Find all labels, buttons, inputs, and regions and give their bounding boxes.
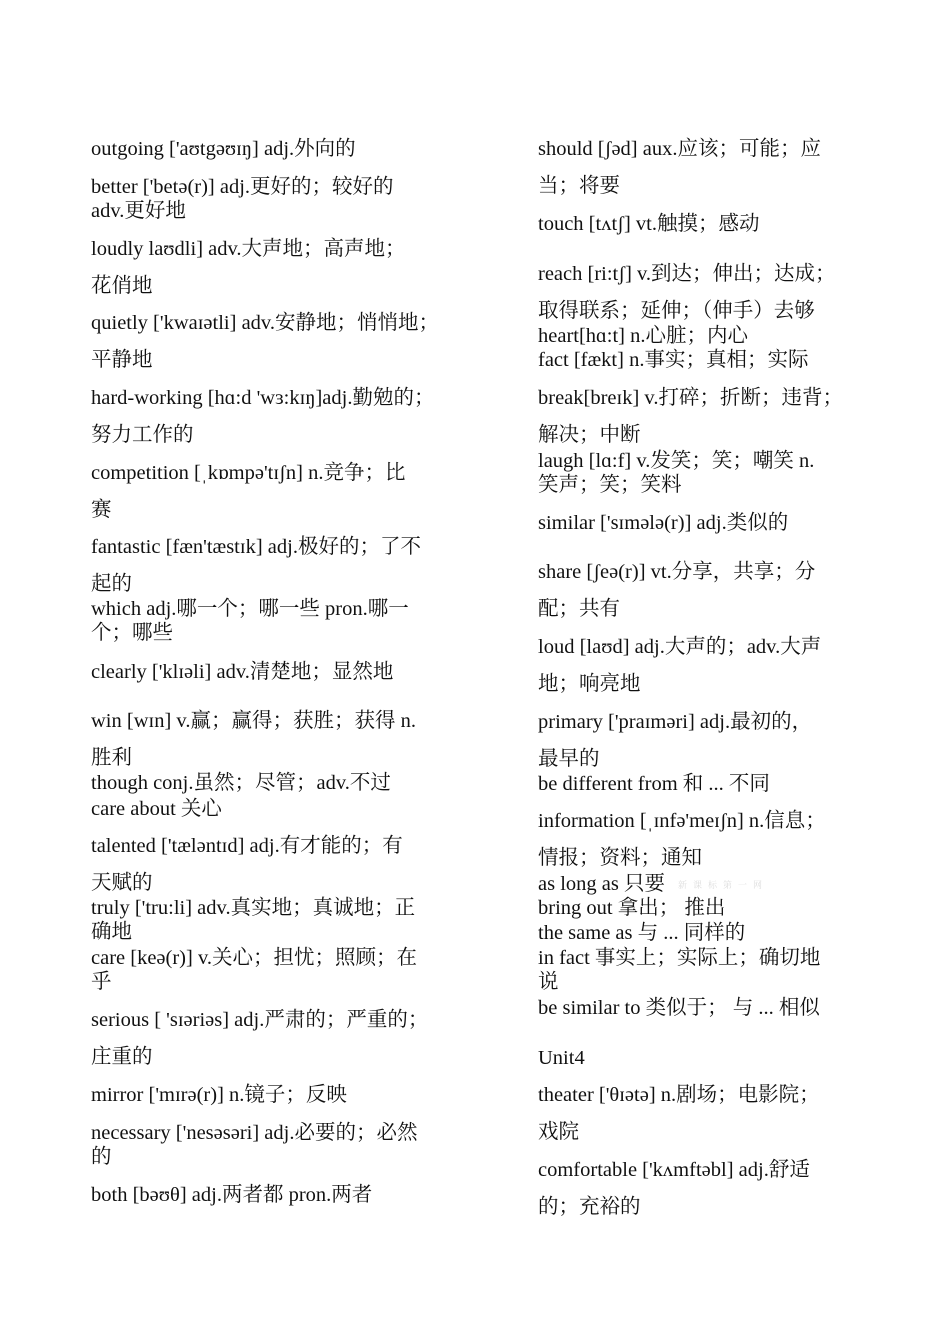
vocab-entry: fantastic [fæn'tæstɪk] adj.极好的；了不 起的 bbox=[91, 536, 421, 595]
vocab-entry: loud [laʊd] adj.大声的；adv.大声 地；响亮地 bbox=[538, 636, 822, 695]
watermark: 新课标第一网 bbox=[678, 881, 769, 891]
vocab-entry: share [ʃeə(r)] vt.分享，共享；分 配；共有 bbox=[538, 561, 816, 620]
vocab-entry: care about 关心 bbox=[91, 798, 222, 820]
vocab-entry: be similar to 类似于； 与 ... 相似 bbox=[538, 997, 820, 1019]
vocab-entry: which adj.哪一个；哪一些 pron.哪一 个；哪些 bbox=[91, 598, 409, 644]
vocab-entry: bring out 拿出； 推出 bbox=[538, 897, 726, 919]
vocab-entry: be different from 和 ... 不同 bbox=[538, 773, 770, 795]
vocab-entry: hard-working [hɑ:d 'wɜ:kɪŋ]adj.勤勉的； 努力工作的 bbox=[91, 387, 435, 446]
vocab-entry: better ['betə(r)] adj.更好的；较好的 adv.更好地 bbox=[91, 176, 394, 222]
vocab-entry: should [ʃəd] aux.应该；可能；应 当；将要 bbox=[538, 138, 821, 197]
vocab-entry: both [bəʊθ] adj.两者都 pron.两者 bbox=[91, 1184, 373, 1206]
vocab-entry: competition [ˌkɒmpə'tɪʃn] n.竞争；比 赛 bbox=[91, 462, 406, 521]
vocab-entry: clearly ['klɪəli] adv.清楚地；显然地 bbox=[91, 661, 394, 683]
vocab-entry: loudly laʊdli] adv.大声地；高声地； 花俏地 bbox=[91, 238, 406, 297]
vocab-entry: heart[hɑ:t] n.心脏；内心 bbox=[538, 325, 748, 347]
vocab-entry: touch [tʌtʃ] vt.触摸；感动 bbox=[538, 213, 760, 235]
vocab-entry: truly ['tru:li] adv.真实地；真诚地；正 确地 bbox=[91, 897, 416, 943]
vocab-entry: laugh [lɑ:f] v.发笑；笑；嘲笑 n. 笑声；笑；笑料 bbox=[538, 450, 815, 496]
vocab-entry: care [keə(r)] v.关心；担忧；照顾；在 乎 bbox=[91, 947, 417, 993]
vocab-entry: though conj.虽然；尽管；adv.不过 bbox=[91, 772, 391, 794]
vocab-entry: necessary ['nesəsəri] adj.必要的；必然 的 bbox=[91, 1122, 418, 1168]
vocab-entry: mirror ['mɪrə(r)] n.镜子；反映 bbox=[91, 1084, 347, 1106]
vocab-entry: talented ['tæləntɪd] adj.有才能的；有 天赋的 bbox=[91, 835, 403, 894]
vocab-entry: reach [ri:tʃ] v.到达；伸出；达成； 取得联系；延伸；（伸手）去够 bbox=[538, 263, 836, 322]
vocab-entry: serious [ 'sɪəriəs] adj.严肃的；严重的； 庄重的 bbox=[91, 1009, 429, 1068]
vocab-entry: comfortable ['kʌmftəbl] adj.舒适 的；充裕的 bbox=[538, 1159, 810, 1218]
vocab-entry: win [wɪn] v.赢；赢得；获胜；获得 n. 胜利 bbox=[91, 710, 416, 769]
vocab-entry: as long as 只要 bbox=[538, 873, 665, 895]
vocab-entry: in fact 事实上；实际上；确切地 说 bbox=[538, 947, 821, 993]
vocab-entry: quietly ['kwaɪətli] adv.安静地；悄悄地； 平静地 bbox=[91, 312, 439, 371]
vocab-entry: outgoing ['aʊtgəʊɪŋ] adj.外向的 bbox=[91, 138, 356, 160]
vocab-entry: information [ˌɪnfə'meɪʃn] n.信息； 情报；资料；通知 bbox=[538, 810, 826, 869]
vocab-entry: the same as 与 ... 同样的 bbox=[538, 922, 746, 944]
vocab-entry: primary ['praɪməri] adj.最初的， 最早的 bbox=[538, 711, 813, 770]
unit-heading: Unit4 bbox=[538, 1047, 585, 1069]
vocab-entry: break[breɪk] v.打碎；折断；违背； 解决；中断 bbox=[538, 387, 843, 446]
vocab-entry: theater ['θɪətə] n.剧场；电影院； 戏院 bbox=[538, 1084, 820, 1143]
vocab-entry: similar ['sɪmələ(r)] adj.类似的 bbox=[538, 512, 789, 534]
vocab-entry: fact [fækt] n.事实；真相；实际 bbox=[538, 349, 809, 371]
